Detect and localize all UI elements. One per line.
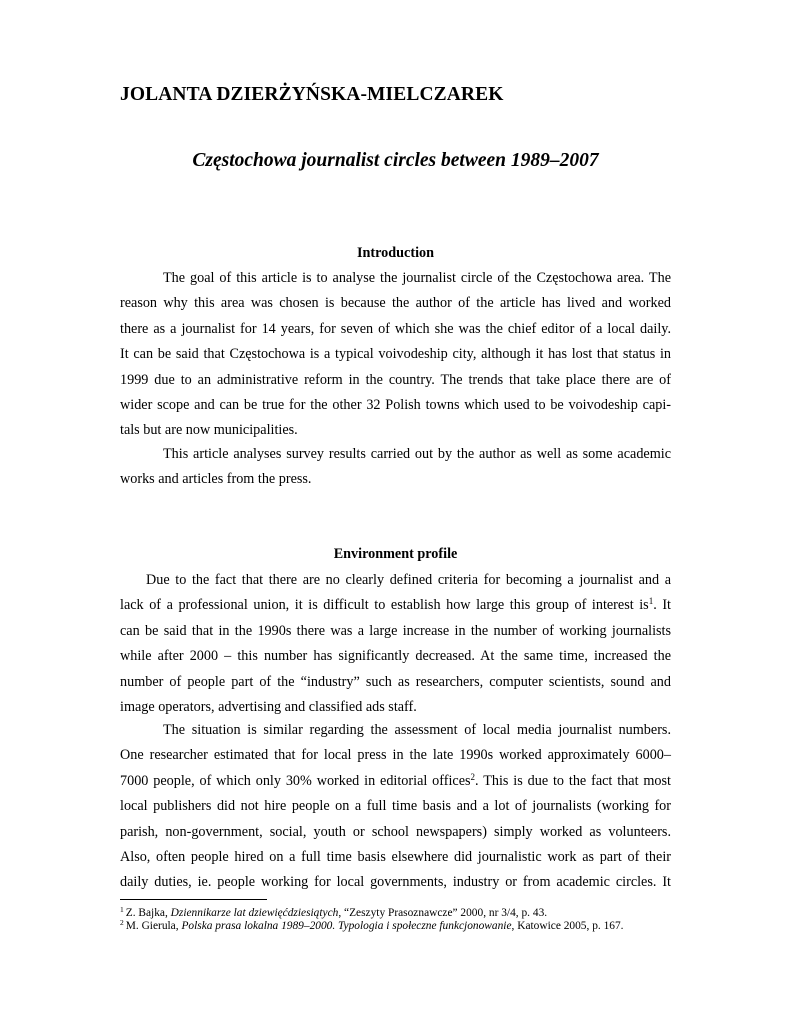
footnote-ref-2[interactable]: 2 — [470, 771, 476, 782]
text-line: reason why this area was chosen is because the author of the article has lived and worked — [120, 295, 671, 312]
text-line: This article analyses survey results carried out by the author as well as some academic — [163, 446, 671, 462]
text-line: parish, non-government, social, youth or school newspapers) simply worked as volunteers. — [120, 823, 671, 840]
text-line: number of people part of the “industry” such as researchers, computer scientists, sound and — [120, 673, 671, 690]
text-segment: . It — [653, 597, 671, 614]
text-line-with-footnote — [120, 769, 671, 794]
text-line: local publishers did not hire people on a full time basis and a lot of journalists (working for — [120, 798, 671, 815]
text-line: It can be said that Częstochowa is a typical voivodeship city, although it has lost that status in — [120, 346, 671, 363]
footnote-1 — [120, 907, 547, 920]
text-segment: 7000 people, of which only 30% worked in editorial offices — [120, 772, 471, 789]
paragraph-env-2 — [120, 718, 671, 896]
footnote-divider — [120, 899, 267, 900]
text-line-with-footnote — [120, 593, 671, 618]
text-line: The goal of this article is to analyse the journalist circle of the Częstochowa area. The — [163, 270, 671, 286]
footnote-text: , Katowice 2005, p. 167. — [511, 920, 624, 932]
paragraph-intro-2 — [120, 442, 671, 493]
text-line: tals but are now municipalities. — [120, 422, 298, 439]
footnote-italic-title: Dziennikarze lat dziewięćdziesiątych — [170, 907, 339, 919]
footnote-text: , “Zeszyty Prasoznawcze” 2000, nr 3/4, p. 43. — [338, 907, 548, 919]
text-line: image operators, advertising and classified ads staff. — [120, 698, 417, 715]
text-line: works and articles from the press. — [120, 471, 312, 488]
footnote-number: 1 — [120, 905, 124, 914]
text-segment: lack of a professional union, it is difficult to establish how large this group of interest is — [120, 597, 649, 614]
text-line: Also, often people hired on a full time basis elsewhere did journalistic work as part of their — [120, 848, 671, 865]
section-heading-introduction: Introduction — [357, 245, 434, 261]
text-line: daily duties, ie. people working for local governments, industry or from academic circles. It — [120, 874, 671, 891]
footnote-ref-1[interactable]: 1 — [648, 596, 654, 607]
text-line: while after 2000 – this number has significantly decreased. At the same time, increased the — [120, 648, 671, 665]
footnote-2 — [120, 920, 624, 933]
section-heading-environment-profile: Environment profile — [333, 546, 458, 562]
text-line: 1999 due to an administrative reform in the country. The trends that take place there are of — [120, 371, 671, 388]
text-line: Due to the fact that there are no clearly defined criteria for becoming a journalist and a — [146, 572, 671, 588]
text-line: One researcher estimated that for local press in the late 1990s worked approximately 6000– — [120, 747, 671, 764]
text-line: The situation is similar regarding the assessment of local media journalist numbers. — [163, 722, 671, 738]
text-segment: . This is due to the fact that most — [475, 772, 671, 789]
footnote-italic-title: Polska prasa lokalna 1989–2000. Typologia i społeczne funkcjonowanie — [181, 920, 512, 932]
text-line: wider scope and can be true for the other 32 Polish towns which used to be voivodeship capi- — [120, 396, 671, 413]
text-line: there as a journalist for 14 years, for seven of which she was the chief editor of a local daily. — [120, 320, 671, 337]
article-title: Częstochowa journalist circles between 1989–2007 — [192, 150, 599, 171]
footnote-number: 2 — [120, 918, 124, 927]
text-line: can be said that in the 1990s there was a large increase in the number of working journalists — [120, 622, 671, 639]
footnote-text: M. Gierula, — [125, 920, 182, 932]
paragraph-env-1 — [120, 568, 671, 720]
footnote-text: Z. Bajka, — [125, 907, 171, 919]
paragraph-intro-1 — [120, 266, 671, 444]
author-name: JOLANTA DZIERŻYŃSKA-MIELCZAREK — [120, 84, 504, 105]
